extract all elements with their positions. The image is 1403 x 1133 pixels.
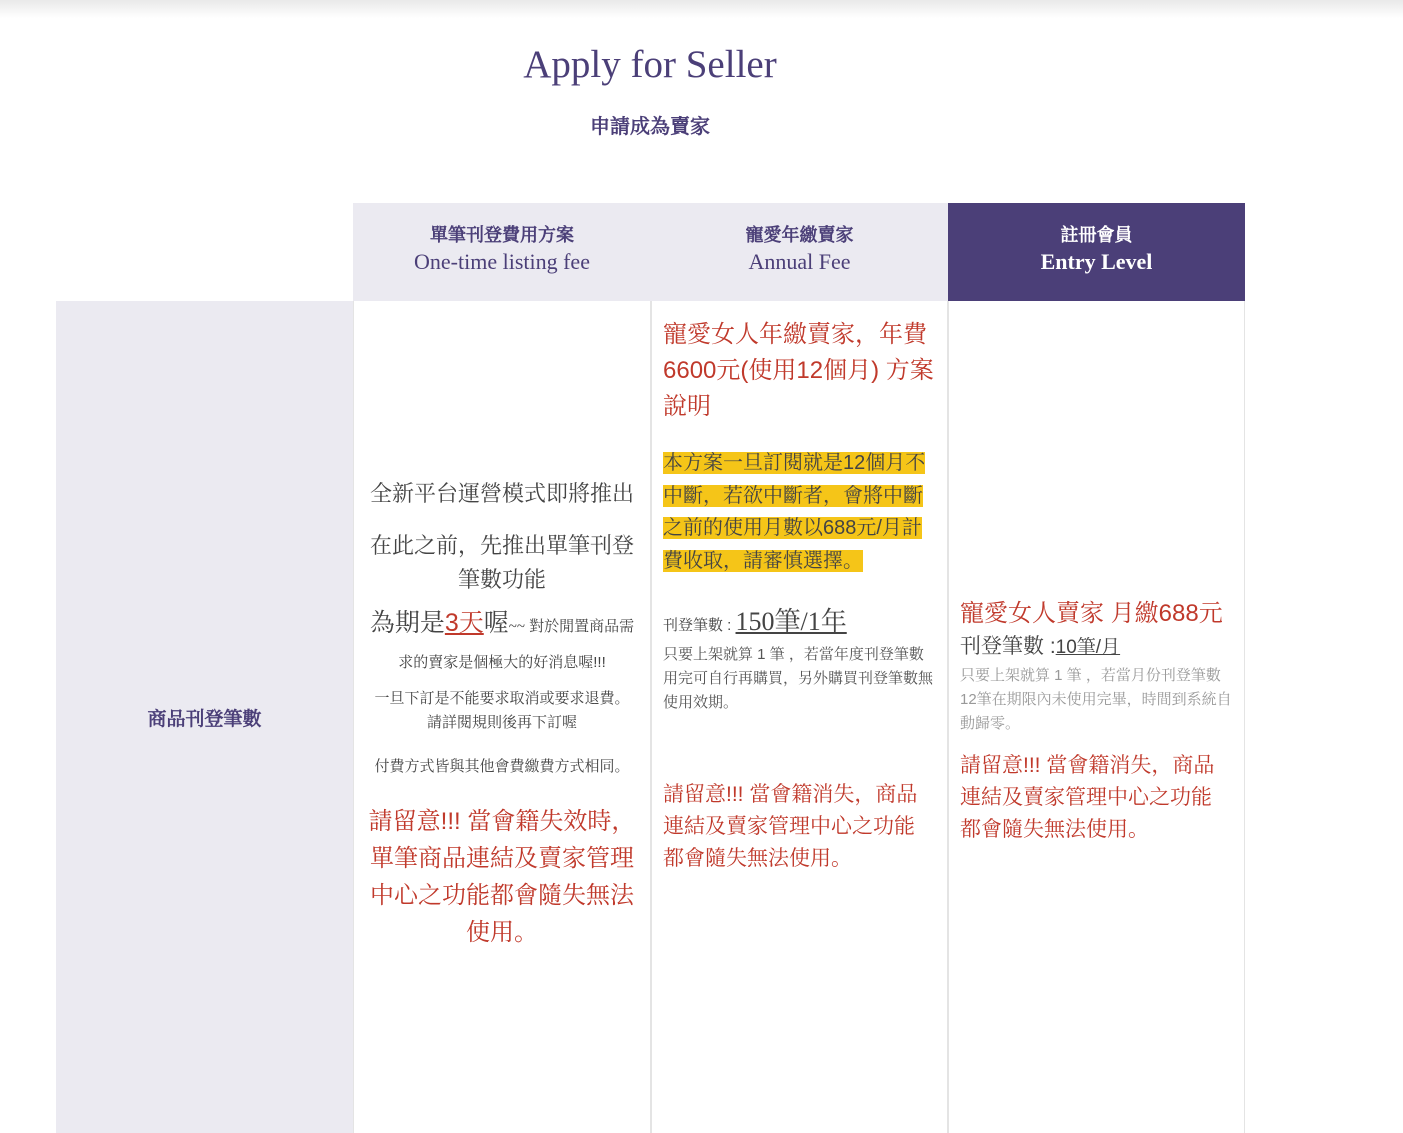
plan-header-annual [651,203,948,301]
plan-header-zh: 單筆刊登費用方案 [430,225,574,245]
row-label-listing-count: 商品刊登筆數 [56,301,353,1133]
annual-notice: 本方案一旦訂閱就是12個月不中斷，若欲中斷者，會將中斷之前的使用月數以688元/月計費收取，請審慎選擇。 [663,452,926,572]
period-days: 3天 [444,609,484,637]
onetime-cell [353,301,651,1133]
onetime-line1: 全新平台運營模式即將推出 [369,481,634,506]
annual-quota-value: 150筆/1年 [735,607,847,636]
plan-header-en: One-time listing fee [414,249,590,274]
page-title: Apply for Seller [523,43,777,86]
plan-header-zh: 註冊會員 [1060,225,1133,245]
plan-header-onetime [353,203,651,301]
plan-header-en: Entry Level [1040,249,1153,274]
entry-quota-note: 只要上架就算 1 筆 ，若當月份刊登筆數12筆在期限內未使用完畢，時間到系統自動歸零。 [960,667,1232,732]
annual-quota-note: 只要上架就算 1 筆 ，若當年度刊登筆數用完可自行再購買，另外購買刊登筆數無使用效期。 [663,646,934,711]
onetime-warning: 請留意!!! 當會籍失效時，單筆商品連結及賣家管理中心之功能都會隨失無法使用。 [368,808,636,946]
entry-cell [948,301,1245,1133]
onetime-no-cancel: 一旦下訂是不能要求取消或要求退費。請詳閱規則後再下訂喔 [374,690,630,731]
onetime-period: 為期是3天喔~~ 對於閒置商品需求的賣家是個極大的好消息喔!!! [369,609,635,671]
plan-header-entry [948,203,1245,301]
annual-quota: 刊登筆數 : 150筆/1年 [663,607,847,636]
entry-heading: 寵愛女人賣家 月繳688元 [960,600,1223,627]
onetime-payment: 付費方式皆與其他會費繳費方式相同。 [374,758,630,775]
top-shade [0,0,1403,18]
entry-quota: 刊登筆數 :10筆/月 [960,635,1121,658]
onetime-line2: 在此之前，先推出單筆刊登筆數功能 [369,533,634,592]
annual-cell [651,301,948,1133]
annual-warning: 請留意!!! 當會籍消失，商品連結及賣家管理中心之功能都會隨失無法使用。 [663,783,918,870]
plan-header-en: Annual Fee [748,249,851,274]
page-subtitle: 申請成為賣家 [590,116,710,138]
plan-header-zh: 寵愛年繳賣家 [745,225,854,245]
annual-heading: 寵愛女人年繳賣家，年費6600元(使用12個月) 方案說明 [663,321,934,420]
entry-quota-value: 10筆/月 [1055,637,1121,658]
entry-warning: 請留意!!! 當會籍消失，商品連結及賣家管理中心之功能都會隨失無法使用。 [960,754,1215,841]
